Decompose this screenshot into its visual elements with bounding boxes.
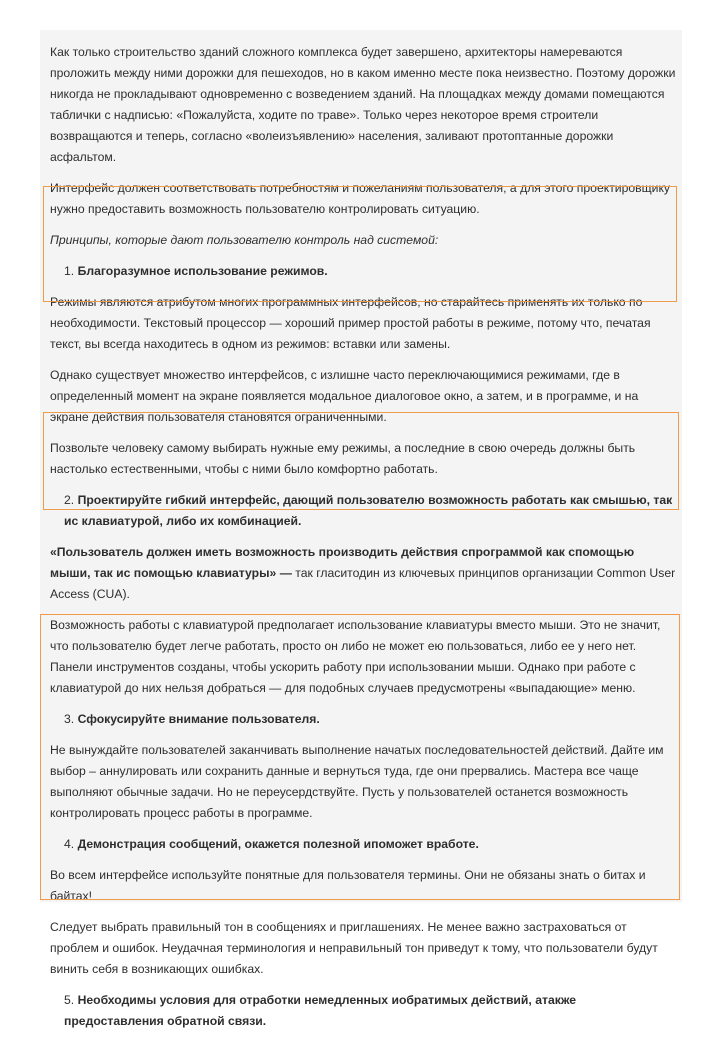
highlight-box-principle-1 [43,186,677,302]
cua-quote-bold: «Пользователь должен иметь возможность производить действия спрограммой как спомощью мыши, так ис помощью клавиатуры» — [50,545,635,580]
choose-modes-paragraph: Позвольте человеку самому выбирать нужные ему режимы, а последние в свою очередь должны быть настолько естественными, чтобы с ними было комфортно работать. [50,441,636,476]
principle-5-heading [50,990,676,1032]
principle-3-title: Сфокусируйте внимание пользователя. [77,712,320,726]
principle-3-number: 3. [64,712,75,726]
principles-intro: Принципы, которые дают пользователю контроль над системой: [50,233,439,247]
interface-paragraph: Интерфейс должен соответствовать потребностям и пожеланиям пользователя, а для этого проектировщику нужно предоставить возможность пользователю контролировать ситуацию. [50,181,671,216]
highlight-box-principle-2 [43,412,679,510]
modal-paragraph: Однако существует множество интерфейсов, с излишне часто переключающимися режимами, где в определенный момент на экране появляется модальное диалоговое окно, а затем, и в программе, и на экране действия пользователя становятся ограниченными. [50,368,639,424]
tone-paragraph: Следует выбрать правильный тон в сообщениях и приглашениях. Не менее важно застраховаться от проблем и ошибок. Неудачная терминология и неправильный тон приведут к тому, что пользователи будут винить себя в возникающих ошибках. [50,920,658,976]
keyboard-paragraph: Возможность работы с клавиатурой предполагает использование клавиатуры вместо мыши. Это не значит, что пользователю будет легче работать, просто он либо не может ею пользоваться, либо ее у него нет. Панели инструментов созданы, чтобы ускорить работу при использовании мыши. Однако при работе с клавиатурой до них нельзя добраться — для подобных случаев предусмотрены «выпадающие» меню. [50,618,661,695]
highlight-box-principles-3-5 [40,614,680,900]
principle-2-number: 2. [64,493,75,507]
intro-paragraph: Как только строительство зданий сложного комплекса будет завершено, архитекторы намереваются проложить между ними дорожки для пешеходов, но в каком именно месте пока неизвестно. Поэтому дорожки никогда не прокладывают одновременно с возведением зданий. На площадках между домами помещаются таблички с надписью: «Пожалуйста, ходите по траве». Только через некоторое время строители возвращаются и теперь, согласно «волеизъявлению» населения, заливают протоптанные дорожки асфальтом. [50,45,676,164]
principle-4-number: 4. [64,837,75,851]
principle-5-title: Необходимы условия для отработки немедленных иобратимых действий, атакже предоставления обратной связи. [64,993,577,1028]
modes-paragraph: Режимы являются атрибутом многих программных интерфейсов, но старайтесь применять их только по необходимости. Текстовый процессор — хороший пример простой работы в режиме, потому что, печатая текст, вы всегда находитесь в одном из режимов: вставки или замены. [50,295,651,351]
principle-2-title: Проектируйте гибкий интерфейс, дающий пользователю возможность работать как смышью, так ис клавиатурой, либо их комбинацией. [64,493,673,528]
cua-quote [50,542,676,605]
terms-paragraph: Во всем интерфейсе используйте понятные для пользователя термины. Они не обязаны знать о битах и байтах! [50,868,646,903]
cua-quote-rest: так гласитодин из ключевых принципов организации Common User Access (CUA). [50,566,676,601]
principle-1-title: Благоразумное использование режимов. [77,264,328,278]
focus-paragraph: Не вынуждайте пользователей заканчивать выполнение начатых последовательностей действий. Дайте им выбор – аннулировать или сохранить данные и вернуться туда, где они прервались. Мастера все чаще выполняют обычные задачи. Но не переусердствуйте. Пусть у пользователей останется возможность контролировать процесс работы в программе. [50,743,664,820]
principle-4-title: Демонстрация сообщений, окажется полезной ипоможет вработе. [77,837,479,851]
principle-5-number: 5. [64,993,75,1007]
principle-1-number: 1. [64,264,75,278]
